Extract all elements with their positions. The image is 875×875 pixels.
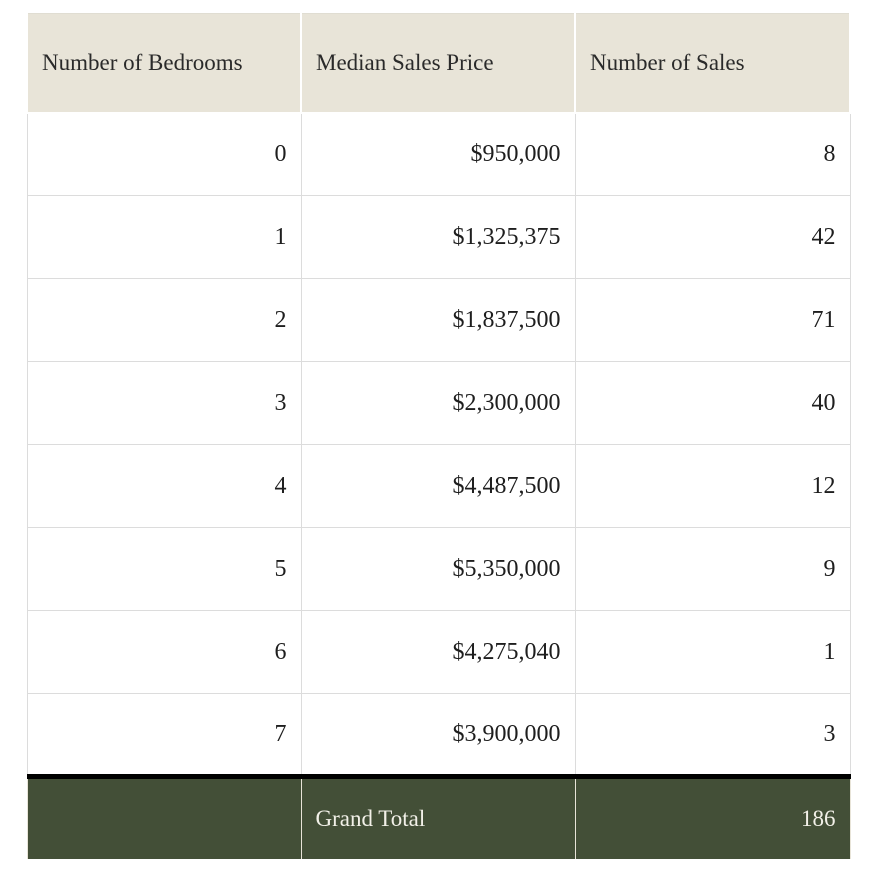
grand-total-empty-cell — [27, 777, 301, 859]
table-row — [27, 611, 850, 694]
cell-number-of-sales: 40 — [575, 362, 850, 445]
table-row — [27, 196, 850, 279]
cell-median-price: $3,900,000 — [301, 694, 575, 777]
table-row — [27, 362, 850, 445]
cell-number-of-sales: 42 — [575, 196, 850, 279]
cell-median-price: $1,325,375 — [301, 196, 575, 279]
cell-bedrooms: 4 — [27, 445, 301, 528]
cell-median-price: $950,000 — [301, 113, 575, 196]
cell-bedrooms: 6 — [27, 611, 301, 694]
cell-bedrooms: 3 — [27, 362, 301, 445]
cell-number-of-sales: 71 — [575, 279, 850, 362]
sales-by-bedrooms-table — [26, 13, 851, 859]
header-row — [27, 14, 850, 113]
cell-median-price: $1,837,500 — [301, 279, 575, 362]
table-footer — [27, 777, 850, 859]
table-row — [27, 445, 850, 528]
table-row — [27, 279, 850, 362]
column-header-number-of-sales: Number of Sales — [575, 14, 850, 113]
grand-total-value: 186 — [575, 777, 850, 859]
table-header — [27, 14, 850, 113]
column-header-bedrooms: Number of Bedrooms — [27, 14, 301, 113]
cell-median-price: $4,487,500 — [301, 445, 575, 528]
cell-bedrooms: 0 — [27, 113, 301, 196]
cell-median-price: $5,350,000 — [301, 528, 575, 611]
cell-number-of-sales: 12 — [575, 445, 850, 528]
cell-bedrooms: 1 — [27, 196, 301, 279]
table-row — [27, 528, 850, 611]
cell-number-of-sales: 1 — [575, 611, 850, 694]
cell-median-price: $2,300,000 — [301, 362, 575, 445]
cell-number-of-sales: 3 — [575, 694, 850, 777]
grand-total-label: Grand Total — [301, 777, 575, 859]
cell-number-of-sales: 9 — [575, 528, 850, 611]
column-header-median-price: Median Sales Price — [301, 14, 575, 113]
cell-bedrooms: 5 — [27, 528, 301, 611]
cell-number-of-sales: 8 — [575, 113, 850, 196]
cell-bedrooms: 2 — [27, 279, 301, 362]
table-row — [27, 694, 850, 777]
grand-total-row — [27, 777, 850, 859]
cell-bedrooms: 7 — [27, 694, 301, 777]
table-body — [27, 113, 850, 777]
cell-median-price: $4,275,040 — [301, 611, 575, 694]
sales-table-container — [26, 13, 849, 859]
table-row — [27, 113, 850, 196]
